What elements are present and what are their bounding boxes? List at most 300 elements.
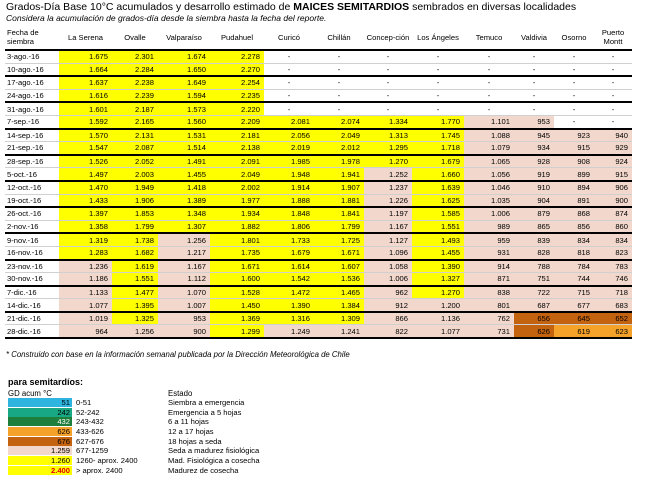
column-header: Pudahuel <box>210 25 264 50</box>
gd-cell: 1.256 <box>112 325 158 338</box>
legend-item <box>8 417 328 427</box>
gd-cell: 856 <box>554 220 594 233</box>
sowing-date: 16-nov.-16 <box>5 246 59 259</box>
sowing-date: 12-oct.-16 <box>5 181 59 194</box>
title-prefix: Grados-Día Base 10°C acumulados y desarrollo estimado de <box>6 1 294 13</box>
gd-cell: 2.052 <box>112 155 158 168</box>
legend-item <box>8 466 328 476</box>
gd-cell: 822 <box>364 325 412 338</box>
gd-cell: 1.573 <box>158 102 210 115</box>
legend-value: 1.260 <box>50 456 70 466</box>
legend-item <box>8 398 328 408</box>
gd-cell: 1.619 <box>112 260 158 273</box>
gd-cell: 1.799 <box>112 220 158 233</box>
gd-cell: - <box>594 115 632 128</box>
gd-cell: 959 <box>464 233 514 246</box>
gd-cell: 1.465 <box>314 286 364 299</box>
gd-cell: 1.325 <box>112 312 158 325</box>
gd-cell: 1.369 <box>210 312 264 325</box>
table-row <box>5 299 632 312</box>
gd-cell: 1.133 <box>59 286 112 299</box>
gd-cell: - <box>264 50 314 63</box>
gd-cell: 788 <box>514 260 554 273</box>
gd-cell: 1.616 <box>59 89 112 102</box>
gd-cell: 1.058 <box>364 260 412 273</box>
table-row <box>5 194 632 207</box>
gd-cell: 784 <box>554 260 594 273</box>
gd-cell: 1.592 <box>59 115 112 128</box>
gd-cell: 1.186 <box>59 273 112 286</box>
legend-state-header: Estado <box>168 389 193 398</box>
gd-cell: 1.112 <box>158 273 210 286</box>
gd-cell: - <box>514 102 554 115</box>
gd-cell: 964 <box>59 325 112 338</box>
gd-cell: 1.019 <box>59 312 112 325</box>
legend-state: Siembra a emergencia <box>168 398 245 407</box>
gd-cell: 953 <box>514 115 554 128</box>
gd-cell: 1.570 <box>59 129 112 142</box>
legend-value: 432 <box>57 417 70 427</box>
legend-item <box>8 437 328 447</box>
gd-cell: - <box>314 76 364 89</box>
gd-cell: 1.384 <box>314 299 364 312</box>
gd-cell: 1.770 <box>412 115 464 128</box>
gd-cell: - <box>364 102 412 115</box>
column-header: Valparaíso <box>158 25 210 50</box>
sowing-date: 5-oct.-16 <box>5 168 59 181</box>
gd-cell: - <box>594 89 632 102</box>
gd-cell: 2.254 <box>210 76 264 89</box>
table-row <box>5 260 632 273</box>
legend-value: 242 <box>57 407 70 417</box>
gd-cell: 1.848 <box>264 207 314 220</box>
gd-cell: 871 <box>464 273 514 286</box>
table-header-row <box>5 25 632 50</box>
gd-cell: 1.493 <box>412 233 464 246</box>
gd-cell: 1.390 <box>264 299 314 312</box>
gd-cell: 1.949 <box>112 181 158 194</box>
gd-cell: 1.389 <box>158 194 210 207</box>
gd-cell: 1.671 <box>314 246 364 259</box>
gd-cell: 1.046 <box>464 181 514 194</box>
gd-cell: 1.197 <box>364 207 412 220</box>
gd-cell: 623 <box>594 325 632 338</box>
sowing-date: 31-ago.-16 <box>5 102 59 115</box>
table-row <box>5 312 632 325</box>
table-row <box>5 115 632 128</box>
gd-cell: 2.187 <box>112 102 158 115</box>
gd-cell: 1.985 <box>264 155 314 168</box>
gd-cell: 929 <box>594 142 632 155</box>
legend-range: 1260- aprox. 2400 <box>76 456 138 466</box>
column-header: Concep-ción <box>364 25 412 50</box>
gd-cell: 1.358 <box>59 220 112 233</box>
gd-cell: - <box>314 89 364 102</box>
gd-cell: 1.650 <box>158 63 210 76</box>
gd-cell: 1.241 <box>314 325 364 338</box>
gd-cell: 818 <box>554 246 594 259</box>
gd-cell: 1.236 <box>59 260 112 273</box>
gd-cell: 2.238 <box>112 76 158 89</box>
gd-cell: - <box>554 89 594 102</box>
gd-cell: 1.101 <box>464 115 514 128</box>
gd-cell: 1.637 <box>59 76 112 89</box>
gd-cell: 1.718 <box>412 142 464 155</box>
column-header: Osorno <box>554 25 594 50</box>
legend-range: 677-1259 <box>76 446 109 456</box>
column-header: Valdivia <box>514 25 554 50</box>
gd-cell: 1.491 <box>158 155 210 168</box>
gd-cell: 1.035 <box>464 194 514 207</box>
gd-cell: - <box>464 102 514 115</box>
column-header: Ovalle <box>112 25 158 50</box>
gd-cell: 1.309 <box>314 312 364 325</box>
gd-cell: 1.455 <box>158 168 210 181</box>
gd-cell: 1.888 <box>264 194 314 207</box>
title-suffix: sembrados en diversas localidades <box>409 1 577 13</box>
gd-cell: - <box>514 89 554 102</box>
sowing-date: 10-ago.-16 <box>5 63 59 76</box>
gd-cell: - <box>264 76 314 89</box>
gd-cell: 1.514 <box>158 142 210 155</box>
legend-value: 676 <box>57 436 70 446</box>
legend-item <box>8 427 328 437</box>
legend-item <box>8 446 328 456</box>
legend-value: 626 <box>57 427 70 437</box>
gd-cell: 1.607 <box>314 260 364 273</box>
gd-cell: 1.477 <box>112 286 158 299</box>
gd-cell: - <box>514 76 554 89</box>
gd-cell: 1.733 <box>264 233 314 246</box>
gd-cell: 746 <box>594 273 632 286</box>
legend-value: 51 <box>61 398 70 407</box>
gd-cell: - <box>594 102 632 115</box>
legend-range: 243-432 <box>76 417 104 427</box>
gd-cell: 1.395 <box>112 299 158 312</box>
gd-cell: - <box>554 115 594 128</box>
gd-cell: 1.735 <box>210 246 264 259</box>
gd-cell: - <box>514 50 554 63</box>
gd-cell: - <box>314 63 364 76</box>
gd-cell: - <box>554 63 594 76</box>
legend-item <box>8 408 328 418</box>
legend-range: 627-676 <box>76 436 104 446</box>
gd-cell: 2.081 <box>264 115 314 128</box>
gd-cell: - <box>464 89 514 102</box>
gd-cell: - <box>594 76 632 89</box>
gd-cell: 1.671 <box>210 260 264 273</box>
legend-state: Seda a madurez fisiológica <box>168 446 260 456</box>
gd-cell: 1.077 <box>59 299 112 312</box>
gd-cell: 801 <box>464 299 514 312</box>
report-title <box>6 1 576 13</box>
table-row <box>5 50 632 63</box>
legend-state: 6 a 11 hojas <box>168 417 209 427</box>
gd-cell: - <box>412 50 464 63</box>
column-header: Curicó <box>264 25 314 50</box>
table-row <box>5 76 632 89</box>
gd-cell: 1.079 <box>464 142 514 155</box>
gd-cell: 2.209 <box>210 115 264 128</box>
gd-cell: 2.138 <box>210 142 264 155</box>
gd-cell: 2.301 <box>112 50 158 63</box>
gd-cell: 834 <box>554 233 594 246</box>
gd-cell: 866 <box>364 312 412 325</box>
gd-cell: - <box>412 76 464 89</box>
table-row <box>5 220 632 233</box>
gd-cell: 1.088 <box>464 129 514 142</box>
gd-cell: 1.551 <box>112 273 158 286</box>
gd-cell: 645 <box>554 312 594 325</box>
gd-cell: 900 <box>594 194 632 207</box>
gd-cell: 1.226 <box>364 194 412 207</box>
gd-cell: 906 <box>594 181 632 194</box>
gd-cell: 1.536 <box>314 273 364 286</box>
sowing-date: 19-oct.-16 <box>5 194 59 207</box>
table-row <box>5 233 632 246</box>
gd-cell: 904 <box>514 194 554 207</box>
legend-item <box>8 456 328 466</box>
gd-cell: 828 <box>514 246 554 259</box>
table-row <box>5 286 632 299</box>
gd-cell: 931 <box>464 246 514 259</box>
gd-cell: 1.295 <box>364 142 412 155</box>
gd-cell: - <box>464 76 514 89</box>
gd-cell: 1.418 <box>158 181 210 194</box>
gd-cell: - <box>412 63 464 76</box>
legend-range: > aprox. 2400 <box>76 465 123 475</box>
gd-cell: 2.002 <box>210 181 264 194</box>
gd-cell: 1.601 <box>59 102 112 115</box>
sowing-date: 17-ago.-16 <box>5 76 59 89</box>
degree-days-table <box>5 25 632 339</box>
gd-cell: 1.738 <box>112 233 158 246</box>
gd-cell: - <box>554 50 594 63</box>
legend-range: 0-51 <box>76 398 92 407</box>
gd-cell: 1.006 <box>364 273 412 286</box>
gd-cell: 2.056 <box>264 129 314 142</box>
gd-cell: - <box>464 50 514 63</box>
gd-cell: 894 <box>554 181 594 194</box>
gd-cell: 915 <box>594 168 632 181</box>
gd-cell: 1.256 <box>158 233 210 246</box>
gd-cell: 2.165 <box>112 115 158 128</box>
table-body <box>5 50 632 338</box>
gd-cell: - <box>364 63 412 76</box>
gd-cell: 962 <box>364 286 412 299</box>
gd-cell: 923 <box>554 129 594 142</box>
gd-cell: 2.181 <box>210 129 264 142</box>
gd-cell: 1.237 <box>364 181 412 194</box>
sowing-date: 28-sep.-16 <box>5 155 59 168</box>
gd-cell: 1.307 <box>158 220 210 233</box>
gd-cell: - <box>554 102 594 115</box>
legend-gd-header: GD acum °C <box>8 389 52 398</box>
gd-cell: 656 <box>514 312 554 325</box>
gd-cell: - <box>464 63 514 76</box>
gd-cell: 1.853 <box>112 207 158 220</box>
sowing-date: 21-dic.-16 <box>5 312 59 325</box>
gd-cell: 1.390 <box>412 260 464 273</box>
gd-cell: 626 <box>514 325 554 338</box>
sowing-date: 14-dic.-16 <box>5 299 59 312</box>
gd-cell: - <box>364 50 412 63</box>
sowing-date: 26-oct.-16 <box>5 207 59 220</box>
gd-cell: 1.948 <box>264 168 314 181</box>
gd-cell: 914 <box>464 260 514 273</box>
gd-cell: 1.397 <box>59 207 112 220</box>
gd-cell: 2.239 <box>112 89 158 102</box>
table-row <box>5 181 632 194</box>
gd-cell: 874 <box>594 207 632 220</box>
column-header-date: Fecha de siembra <box>5 25 59 50</box>
column-header: La Serena <box>59 25 112 50</box>
gd-cell: 945 <box>514 129 554 142</box>
gd-cell: 1.914 <box>264 181 314 194</box>
gd-cell: 1.881 <box>314 194 364 207</box>
gd-cell: 1.675 <box>59 50 112 63</box>
gd-cell: 2.131 <box>112 129 158 142</box>
sowing-date: 24-ago.-16 <box>5 89 59 102</box>
gd-cell: 839 <box>514 233 554 246</box>
gd-cell: 940 <box>594 129 632 142</box>
gd-cell: 2.012 <box>314 142 364 155</box>
gd-cell: 915 <box>554 142 594 155</box>
gd-cell: 1.065 <box>464 155 514 168</box>
gd-cell: 989 <box>464 220 514 233</box>
gd-cell: - <box>364 76 412 89</box>
column-header: Puerto Montt <box>594 25 632 50</box>
gd-cell: 1.594 <box>158 89 210 102</box>
gd-cell: 891 <box>554 194 594 207</box>
gd-cell: 2.235 <box>210 89 264 102</box>
gd-cell: 838 <box>464 286 514 299</box>
gd-cell: - <box>554 76 594 89</box>
gd-cell: 2.019 <box>264 142 314 155</box>
sowing-date: 21-sep.-16 <box>5 142 59 155</box>
gd-cell: 899 <box>554 168 594 181</box>
legend-value: 2.400 <box>50 465 70 475</box>
gd-cell: 1.217 <box>158 246 210 259</box>
gd-cell: 1.319 <box>59 233 112 246</box>
gd-cell: 2.220 <box>210 102 264 115</box>
table-row <box>5 246 632 259</box>
report-subtitle: Considera la acumulación de grados-día desde la siembra hasta la fecha del reporte. <box>6 13 327 23</box>
gd-cell: 2.278 <box>210 50 264 63</box>
gd-cell: 1.639 <box>412 181 464 194</box>
gd-cell: 953 <box>158 312 210 325</box>
gd-cell: 910 <box>514 181 554 194</box>
gd-cell: 2.049 <box>314 129 364 142</box>
gd-cell: 1.725 <box>314 233 364 246</box>
legend-range: 52-242 <box>76 407 100 417</box>
gd-cell: 924 <box>594 155 632 168</box>
sowing-date: 30-nov.-16 <box>5 273 59 286</box>
footnote: * Construido con base en la información semanal publicada por la Dirección Meteorológica de Chile <box>6 350 350 359</box>
gd-cell: 1.679 <box>264 246 314 259</box>
legend-title: para semitardíos: <box>8 377 84 387</box>
gd-cell: 1.600 <box>210 273 264 286</box>
table-row <box>5 325 632 338</box>
table-row <box>5 155 632 168</box>
gd-cell: 823 <box>594 246 632 259</box>
gd-cell: 762 <box>464 312 514 325</box>
table-row <box>5 142 632 155</box>
gd-cell: 1.614 <box>264 260 314 273</box>
gd-cell: 1.649 <box>158 76 210 89</box>
table-row <box>5 273 632 286</box>
gd-cell: 1.841 <box>314 207 364 220</box>
gd-cell: 652 <box>594 312 632 325</box>
gd-cell: 744 <box>554 273 594 286</box>
gd-cell: 731 <box>464 325 514 338</box>
table-row <box>5 168 632 181</box>
sowing-date: 23-nov.-16 <box>5 260 59 273</box>
gd-cell: 2.049 <box>210 168 264 181</box>
gd-cell: 1.560 <box>158 115 210 128</box>
gd-cell: 868 <box>554 207 594 220</box>
gd-cell: 1.299 <box>210 325 264 338</box>
sowing-date: 28-dic.-16 <box>5 325 59 338</box>
gd-cell: 1.801 <box>210 233 264 246</box>
gd-cell: 2.284 <box>112 63 158 76</box>
legend-state: Emergencia a 5 hojas <box>168 407 242 417</box>
legend-state: Mad. Fisiológica a cosecha <box>168 456 260 466</box>
sowing-date: 9-nov.-16 <box>5 233 59 246</box>
gd-cell: - <box>264 89 314 102</box>
gd-cell: 687 <box>514 299 554 312</box>
gd-cell: - <box>364 89 412 102</box>
gd-cell: - <box>412 102 464 115</box>
legend-state: 12 a 17 hojas <box>168 427 214 437</box>
gd-cell: 928 <box>514 155 554 168</box>
legend-state: Madurez de cosecha <box>168 465 239 475</box>
gd-cell: 1.096 <box>364 246 412 259</box>
gd-cell: 1.348 <box>158 207 210 220</box>
gd-cell: - <box>314 102 364 115</box>
gd-cell: 1.006 <box>464 207 514 220</box>
sowing-date: 7-dic.-16 <box>5 286 59 299</box>
gd-cell: 1.455 <box>412 246 464 259</box>
gd-cell: 1.200 <box>412 299 464 312</box>
gd-cell: - <box>412 89 464 102</box>
gd-cell: 1.977 <box>210 194 264 207</box>
column-header: Los Ángeles <box>412 25 464 50</box>
gd-cell: 1.472 <box>264 286 314 299</box>
gd-cell: 1.664 <box>59 63 112 76</box>
gd-cell: 912 <box>364 299 412 312</box>
gd-cell: 1.806 <box>264 220 314 233</box>
table-row <box>5 102 632 115</box>
gd-cell: 934 <box>514 142 554 155</box>
gd-cell: 1.674 <box>158 50 210 63</box>
gd-cell: 1.270 <box>412 286 464 299</box>
gd-cell: - <box>264 102 314 115</box>
gd-cell: 1.070 <box>158 286 210 299</box>
column-header: Temuco <box>464 25 514 50</box>
gd-cell: 1.056 <box>464 168 514 181</box>
gd-cell: 783 <box>594 260 632 273</box>
gd-cell: 1.127 <box>364 233 412 246</box>
gd-cell: 900 <box>158 325 210 338</box>
gd-cell: 1.433 <box>59 194 112 207</box>
gd-cell: 1.327 <box>412 273 464 286</box>
gd-cell: 1.334 <box>364 115 412 128</box>
table-row <box>5 207 632 220</box>
gd-cell: 1.528 <box>210 286 264 299</box>
gd-cell: 1.551 <box>412 220 464 233</box>
legend-state: 18 hojas a seda <box>168 436 222 446</box>
